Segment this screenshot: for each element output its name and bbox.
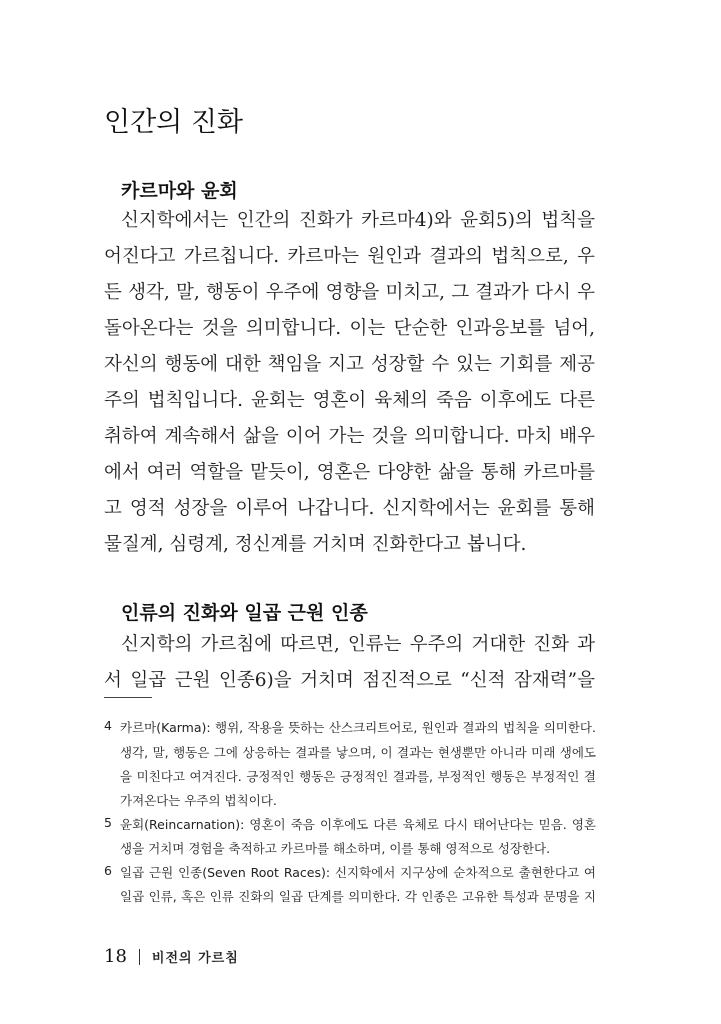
paragraph-line: 취하여 계속해서 삶을 이어 가는 것을 의미합니다. 마치 배우 <box>104 426 595 447</box>
footnote-line: 가져온다는 우주의 법칙이다. <box>120 793 277 808</box>
footnote-line: 생을 거치며 경험을 축적하고 카르마를 해소하며, 이를 통해 영적으로 성장한다. <box>120 841 551 856</box>
running-title: 비전의 가르침 <box>151 951 239 966</box>
paragraph-line: 신지학의 가르침에 따르면, 인류는 우주의 거대한 진화 과 <box>121 634 595 655</box>
footnote-number: 4 <box>104 718 112 733</box>
section-heading-karma: 카르마와 윤회 <box>121 180 238 202</box>
paragraph-line: 서 일곱 근원 인종6)을 거치며 점진적으로 “신적 잠재력”을 <box>104 670 595 691</box>
footnote-number: 5 <box>104 815 112 830</box>
paragraph-line: 신지학에서는 인간의 진화가 카르마4)와 윤회5)의 법칙을 <box>121 210 595 231</box>
paragraph-line: 주의 법칙입니다. 윤회는 영혼이 육체의 죽음 이후에도 다른 <box>104 390 595 411</box>
footer-separator <box>139 949 140 965</box>
footnote-line: 일곱 근원 인종(Seven Root Races): 신지학에서 지구상에 순차적으로 출현한다고 여 <box>120 865 596 880</box>
page-footer <box>104 946 239 967</box>
footnote-number: 6 <box>104 863 112 878</box>
footnote-line: 생각, 말, 행동은 그에 상응하는 결과를 낳으며, 이 결과는 현생뿐만 아니라 미래 생에도 <box>120 745 596 760</box>
paragraph-line: 돌아온다는 것을 의미합니다. 이는 단순한 인과응보를 넘어, <box>104 318 595 339</box>
footnote-line: 카르마(Karma): 행위, 작용을 뜻하는 산스크리트어로, 원인과 결과의 법칙을 의미한다. <box>120 720 596 735</box>
paragraph-line: 물질계, 심령계, 정신계를 거치며 진화한다고 봅니다. <box>104 534 527 555</box>
page-number: 18 <box>104 946 127 967</box>
paragraph-line: 에서 여러 역할을 맡듯이, 영혼은 다양한 삶을 통해 카르마를 <box>104 462 595 483</box>
footnote-line: 일곱 인류, 혹은 인류 진화의 일곱 단계를 의미한다. 각 인종은 고유한 특성과 문명을 지 <box>120 889 596 904</box>
paragraph-line: 자신의 행동에 대한 책임을 지고 성장할 수 있는 기회를 제공 <box>104 354 595 375</box>
footnote-divider <box>104 697 152 698</box>
chapter-title: 인간의 진화 <box>104 107 243 138</box>
footnote-line: 윤회(Reincarnation): 영혼이 죽음 이후에도 다른 육체로 다시 태어난다는 믿음. 영혼 <box>120 817 596 832</box>
paragraph-line: 어진다고 가르칩니다. 카르마는 원인과 결과의 법칙으로, 우 <box>104 246 595 267</box>
paragraph-line: 든 생각, 말, 행동이 우주에 영향을 미치고, 그 결과가 다시 우 <box>104 282 595 303</box>
paragraph-line: 고 영적 성장을 이루어 나갑니다. 신지학에서는 윤회를 통해 <box>104 498 595 519</box>
section-heading-root-races: 인류의 진화와 일곱 근원 인종 <box>121 602 368 624</box>
footnote-line: 을 미친다고 여겨진다. 긍정적인 행동은 긍정적인 결과를, 부정적인 행동은 부정적인 결 <box>120 769 596 784</box>
